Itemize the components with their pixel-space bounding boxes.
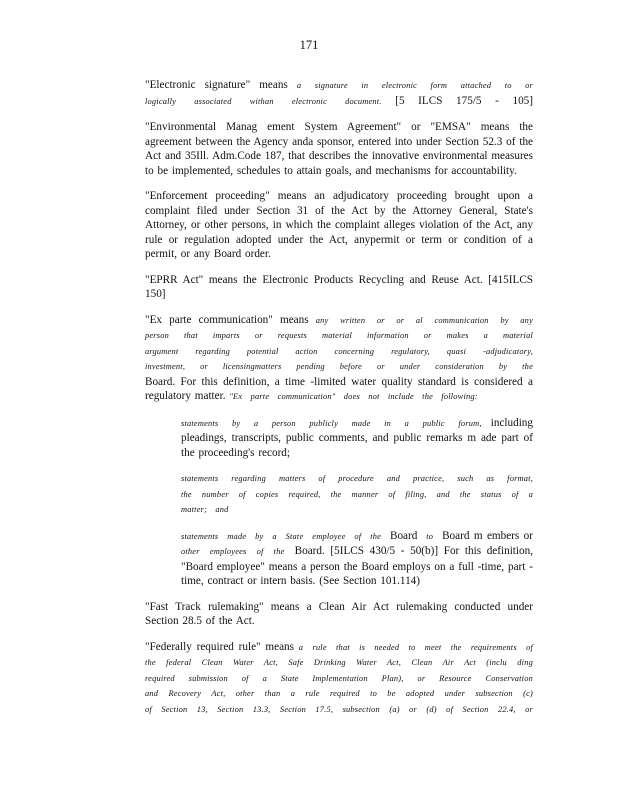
definition-electronic-signature bbox=[145, 78, 533, 109]
page-number: 171 bbox=[299, 38, 319, 52]
italic-statutory-text: statements regarding matters of procedure and practice, such as format, bbox=[181, 474, 533, 483]
text-line bbox=[145, 313, 533, 329]
text-line bbox=[145, 702, 533, 718]
italic-statutory-text: matter; and bbox=[181, 505, 229, 514]
definition-federally-required-rule bbox=[145, 640, 533, 718]
plain-text: time, contract or intern basis. (See Section 101.114) bbox=[181, 575, 420, 587]
text-line bbox=[181, 487, 533, 503]
italic-statutory-text: investment, or licensingmatters pending before or under consideration by the bbox=[145, 362, 533, 371]
text-line bbox=[145, 671, 533, 687]
text-line bbox=[181, 446, 533, 461]
italic-statutory-text: required submission of a State Implementation Plan), or Resource Conservation bbox=[145, 673, 533, 683]
italic-statutory-text: the federal Clean Water Act, Safe Drinking Water Act, Clean Air Act (inclu ding bbox=[145, 658, 533, 667]
plain-text: "Board employee" means a person the Board employs on a full -time, part - bbox=[181, 560, 533, 573]
text-line bbox=[145, 640, 533, 656]
text-line bbox=[145, 359, 533, 375]
definition-statements-public bbox=[181, 416, 533, 461]
plain-text: "Federally required rule" means bbox=[145, 640, 299, 653]
italic-statutory-text: and Recovery Act, other than a rule required to be adopted under subsection (c) bbox=[145, 689, 533, 698]
plain-text: [5 ILCS 175/5 - 105] bbox=[381, 94, 534, 107]
definition-statements-procedure bbox=[181, 471, 533, 518]
text-line bbox=[181, 431, 533, 446]
plain-text: Board bbox=[389, 529, 418, 542]
plain-text: "Electronic signature" means bbox=[145, 79, 297, 91]
definition-emsa: "Environmental Manag ement System Agreement" or "EMSA" means the agreement between the Agency anda sponsor, entered into under Section 52.3 of the Act and 35Ill. Adm.Code 187, that describes the innovative environmental measures to be implemented, schedules to attain goals, and mechanisms for accountability. bbox=[145, 121, 533, 177]
text-line bbox=[145, 78, 533, 94]
text-line bbox=[181, 544, 533, 560]
definition-statements-state-employee bbox=[181, 529, 533, 589]
definition-fast-track: "Fast Track rulemaking" means a Clean Air Act rulemaking conducted under Section 28.5 of the Act. bbox=[145, 600, 533, 627]
italic-statutory-text: of Section 13, Section 13.3, Section 17.5, subsection (a) or (d) of Section 22.4, or bbox=[145, 704, 533, 714]
text-line bbox=[145, 375, 533, 390]
text-line bbox=[181, 416, 533, 432]
text-line bbox=[145, 328, 533, 344]
text-line bbox=[181, 574, 533, 589]
text-line bbox=[145, 344, 533, 360]
italic-statutory-text: person that imparts or requests material information or makes a material bbox=[145, 331, 533, 340]
text-line bbox=[181, 529, 533, 545]
italic-statutory-text: the number of copies required, the manner of filing, and the status of a bbox=[181, 489, 533, 499]
text-line bbox=[145, 389, 533, 405]
definition-eprr-act: "EPRR Act" means the Electronic Products Recycling and Reuse Act. [415ILCS 150] bbox=[145, 273, 533, 300]
plain-text: pleadings, transcripts, public comments, and public remarks m ade part of bbox=[181, 432, 533, 444]
plain-text: Board m embers or bbox=[442, 529, 533, 542]
plain-text: For this definition, a time -limited water quality standard is considered a bbox=[175, 375, 533, 388]
definitions-body bbox=[145, 78, 533, 728]
definition-enforcement-proceeding: "Enforcement proceeding" means an adjudicatory proceeding brought upon a complaint filed under Section 31 of the Act by the Attorney General, State's Attorney, or other persons, in which the complaint alleges violation of the Act, any rule or regulation adopted under the Act, anypermit or term or condition of a permit, or any Board order. bbox=[145, 190, 533, 260]
italic-statutory-text: logically associated withan electronic document. bbox=[145, 96, 382, 106]
italic-statutory-text: other employees of the bbox=[181, 547, 295, 556]
text-line bbox=[145, 94, 533, 110]
definition-ex-parte bbox=[145, 313, 533, 405]
plain-text: regulatory matter. bbox=[145, 390, 230, 402]
text-line bbox=[181, 471, 533, 487]
text-line bbox=[181, 502, 533, 518]
italic-statutory-text: statements by a person publicly made in a public forum, bbox=[181, 418, 482, 428]
text-line bbox=[181, 560, 533, 575]
italic-statutory-text: a rule that is needed to meet the requirements of bbox=[298, 642, 533, 652]
italic-statutory-text: "Ex parte communication" does not include the following: bbox=[229, 392, 478, 401]
plain-text: Board. [5ILCS 430/5 - 50(b)] For this definition, bbox=[294, 545, 533, 557]
text-line bbox=[145, 655, 533, 671]
italic-statutory-text: argument regarding potential action concerning regulatory, quasi -adjudicatory, bbox=[145, 346, 533, 356]
plain-text: "Ex parte communication" means bbox=[145, 313, 316, 326]
italic-statutory-text: a signature in electronic form attached to or bbox=[296, 81, 533, 90]
text-line bbox=[145, 686, 533, 702]
plain-text: the proceeding's record; bbox=[181, 446, 291, 459]
italic-statutory-text: statements made by a State employee of the bbox=[181, 531, 390, 541]
italic-statutory-text: any written or or al communication by any bbox=[315, 315, 533, 325]
plain-text: including bbox=[481, 416, 533, 429]
plain-text: Board. bbox=[145, 375, 176, 388]
italic-statutory-text: to bbox=[417, 531, 443, 541]
